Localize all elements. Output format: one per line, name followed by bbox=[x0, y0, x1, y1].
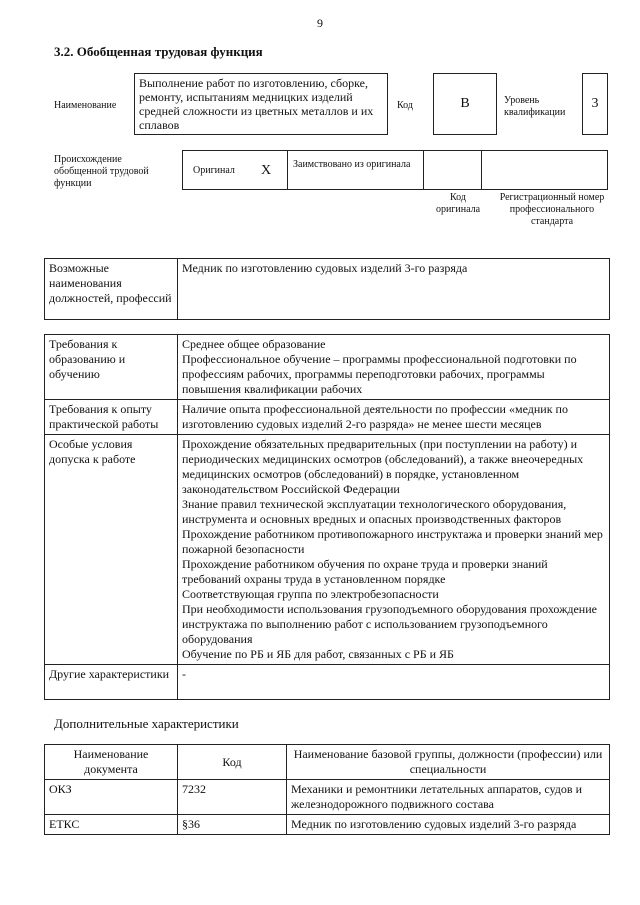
req-line: Знание правил технической эксплуатации технологического оборудования, инструмента и основных вредных и опасных производственных факторов bbox=[182, 497, 567, 526]
additional-title: Дополнительные характеристики bbox=[54, 716, 239, 731]
req-value bbox=[178, 335, 610, 400]
origin-box bbox=[182, 150, 608, 190]
req-line: Прохождение обязательных предварительных (при поступлении на работу) и периодических медицинских осмотров (обследований), а также внеочередных медицинских осмотров (обследований) в порядке, установленном законодательством Российской Федерации bbox=[182, 437, 584, 496]
origin-label: Происхождение обобщенной трудовой функции bbox=[54, 154, 149, 189]
req-line: Наличие опыта профессиональной деятельности по профессии «медник по изготовлению судовых изделий 2-го разряда» не менее шести месяцев bbox=[182, 402, 568, 431]
reg-number-caption: Регистрационный номер профессионального стандарта bbox=[499, 192, 605, 227]
req-label: Другие характеристики bbox=[45, 665, 178, 700]
table-row bbox=[45, 259, 610, 320]
positions-table bbox=[44, 258, 610, 320]
req-line: Обучение по РБ и ЯБ для работ, связанных с РБ и ЯБ bbox=[182, 647, 454, 661]
table-row bbox=[45, 435, 610, 665]
table-cell: 7232 bbox=[178, 780, 287, 815]
code-value: B bbox=[433, 73, 497, 135]
table-cell: ОКЗ bbox=[45, 780, 178, 815]
level-label: Уровень квалификации bbox=[504, 95, 566, 118]
table-row bbox=[45, 665, 610, 700]
original-label: Оригинал bbox=[193, 165, 235, 176]
name-label: Наименование bbox=[54, 100, 117, 111]
requirements-table bbox=[44, 334, 610, 700]
table-cell: Механики и ремонтники летательных аппаратов, судов и железнодорожного подвижного состава bbox=[287, 780, 610, 815]
req-value bbox=[178, 435, 610, 665]
req-label: Требования к образованию и обучению bbox=[45, 335, 178, 400]
table-cell: §36 bbox=[178, 815, 287, 835]
borrowed-label: Заимствовано из оригинала bbox=[293, 159, 411, 170]
code-original-caption: Код оригинала bbox=[435, 192, 481, 215]
code-label: Код bbox=[397, 100, 413, 111]
table-row bbox=[45, 400, 610, 435]
table-cell: ЕТКС bbox=[45, 815, 178, 835]
positions-value: Медник по изготовлению судовых изделий 3-го разряда bbox=[178, 259, 610, 320]
name-value: Выполнение работ по изготовлению, сборке, ремонту, испытаниям медницких изделий средней сложности из цветных металлов и их сплавов bbox=[134, 73, 388, 135]
req-value bbox=[178, 400, 610, 435]
table-cell: Медник по изготовлению судовых изделий 3-го разряда bbox=[287, 815, 610, 835]
original-mark: X bbox=[261, 163, 272, 178]
additional-table bbox=[44, 744, 610, 835]
table-row bbox=[45, 335, 610, 400]
header-cell: Код bbox=[178, 745, 287, 780]
req-line: - bbox=[182, 667, 186, 681]
req-value bbox=[178, 665, 610, 700]
req-line: При необходимости использования грузоподъемного оборудования прохождение инструктажа по выполнению работ с использованием грузоподъемного оборудования bbox=[182, 602, 597, 646]
req-label: Требования к опыту практической работы bbox=[45, 400, 178, 435]
req-line: Профессиональное обучение – программы профессиональной подготовки по профессиям рабочих, программы переподготовки рабочих, программы повышения квалификации рабочих bbox=[182, 352, 577, 396]
divider bbox=[481, 151, 482, 189]
req-line: Прохождение работником обучения по охране труда и проверки знаний требований охраны труда в установленном порядке bbox=[182, 557, 548, 586]
header-cell: Наименование документа bbox=[45, 745, 178, 780]
req-line: Соответствующая группа по электробезопасности bbox=[182, 587, 439, 601]
page-number: 9 bbox=[317, 16, 323, 30]
req-line: Прохождение работником противопожарного инструктажа и проверки знаний мер пожарной безопасности bbox=[182, 527, 603, 556]
table-row bbox=[45, 780, 610, 815]
section-title: 3.2. Обобщенная трудовая функция bbox=[54, 44, 263, 59]
positions-label: Возможные наименования должностей, профессий bbox=[45, 259, 178, 320]
header-cell: Наименование базовой группы, должности (профессии) или специальности bbox=[287, 745, 610, 780]
divider bbox=[287, 151, 288, 189]
table-row bbox=[45, 815, 610, 835]
req-label: Особые условия допуска к работе bbox=[45, 435, 178, 665]
divider bbox=[423, 151, 424, 189]
req-line: Среднее общее образование bbox=[182, 337, 326, 351]
table-header-row bbox=[45, 745, 610, 780]
level-value: 3 bbox=[582, 73, 608, 135]
